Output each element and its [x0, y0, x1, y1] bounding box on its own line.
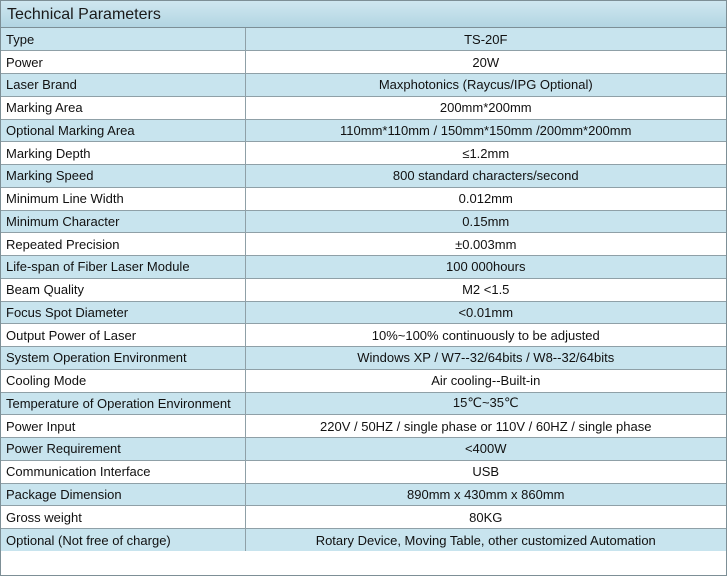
table-row: [1, 210, 726, 233]
parameters-table: [1, 28, 726, 551]
parameter-name: Minimum Line Width: [1, 187, 245, 210]
table-row: [1, 460, 726, 483]
parameter-value: 800 standard characters/second: [245, 165, 726, 188]
parameter-name: System Operation Environment: [1, 347, 245, 370]
table-row: [1, 301, 726, 324]
parameter-value: USB: [245, 460, 726, 483]
parameter-name: Laser Brand: [1, 74, 245, 97]
parameter-value: 0.012mm: [245, 187, 726, 210]
table-row: [1, 529, 726, 552]
parameter-name: Communication Interface: [1, 460, 245, 483]
table-row: [1, 233, 726, 256]
parameter-name: Output Power of Laser: [1, 324, 245, 347]
table-row: [1, 415, 726, 438]
parameter-value: <400W: [245, 438, 726, 461]
parameter-value: Rotary Device, Moving Table, other customized Automation: [245, 529, 726, 552]
parameter-name: Power Input: [1, 415, 245, 438]
parameter-name: Gross weight: [1, 506, 245, 529]
table-row: [1, 96, 726, 119]
table-row: [1, 506, 726, 529]
table-row: [1, 278, 726, 301]
table-row: [1, 165, 726, 188]
parameter-value: ≤1.2mm: [245, 142, 726, 165]
parameter-name: Cooling Mode: [1, 369, 245, 392]
parameter-name: Life-span of Fiber Laser Module: [1, 256, 245, 279]
parameter-value: <0.01mm: [245, 301, 726, 324]
parameter-value: 0.15mm: [245, 210, 726, 233]
parameter-value: 220V / 50HZ / single phase or 110V / 60HZ / single phase: [245, 415, 726, 438]
parameter-name: Beam Quality: [1, 278, 245, 301]
parameter-name: Type: [1, 28, 245, 51]
table-row: [1, 369, 726, 392]
parameter-name: Marking Speed: [1, 165, 245, 188]
parameter-name: Repeated Precision: [1, 233, 245, 256]
table-row: [1, 324, 726, 347]
table-row: [1, 347, 726, 370]
table-row: [1, 256, 726, 279]
table-row: [1, 438, 726, 461]
parameter-value: 200mm*200mm: [245, 96, 726, 119]
parameter-name: Marking Depth: [1, 142, 245, 165]
table-row: [1, 187, 726, 210]
parameter-value: TS-20F: [245, 28, 726, 51]
table-row: [1, 51, 726, 74]
parameter-value: Maxphotonics (Raycus/IPG Optional): [245, 74, 726, 97]
table-row: [1, 392, 726, 415]
parameter-value: 15℃~35℃: [245, 392, 726, 415]
parameter-value: 10%~100% continuously to be adjusted: [245, 324, 726, 347]
parameter-value: 110mm*110mm / 150mm*150mm /200mm*200mm: [245, 119, 726, 142]
parameters-table-body: [1, 28, 726, 551]
parameter-name: Power: [1, 51, 245, 74]
table-row: [1, 483, 726, 506]
parameter-value: M2 <1.5: [245, 278, 726, 301]
table-row: [1, 74, 726, 97]
panel-title: Technical Parameters: [1, 1, 726, 28]
parameter-name: Marking Area: [1, 96, 245, 119]
parameter-name: Optional (Not free of charge): [1, 529, 245, 552]
parameter-value: 20W: [245, 51, 726, 74]
parameter-name: Package Dimension: [1, 483, 245, 506]
parameter-name: Power Requirement: [1, 438, 245, 461]
parameter-name: Optional Marking Area: [1, 119, 245, 142]
table-row: [1, 28, 726, 51]
parameter-value: Windows XP / W7--32/64bits / W8--32/64bits: [245, 347, 726, 370]
parameter-name: Temperature of Operation Environment: [1, 392, 245, 415]
parameter-name: Focus Spot Diameter: [1, 301, 245, 324]
table-row: [1, 119, 726, 142]
parameter-value: 80KG: [245, 506, 726, 529]
parameter-name: Minimum Character: [1, 210, 245, 233]
parameter-value: 100 000hours: [245, 256, 726, 279]
table-row: [1, 142, 726, 165]
parameter-value: 890mm x 430mm x 860mm: [245, 483, 726, 506]
parameter-value: ±0.003mm: [245, 233, 726, 256]
parameter-value: Air cooling--Built-in: [245, 369, 726, 392]
